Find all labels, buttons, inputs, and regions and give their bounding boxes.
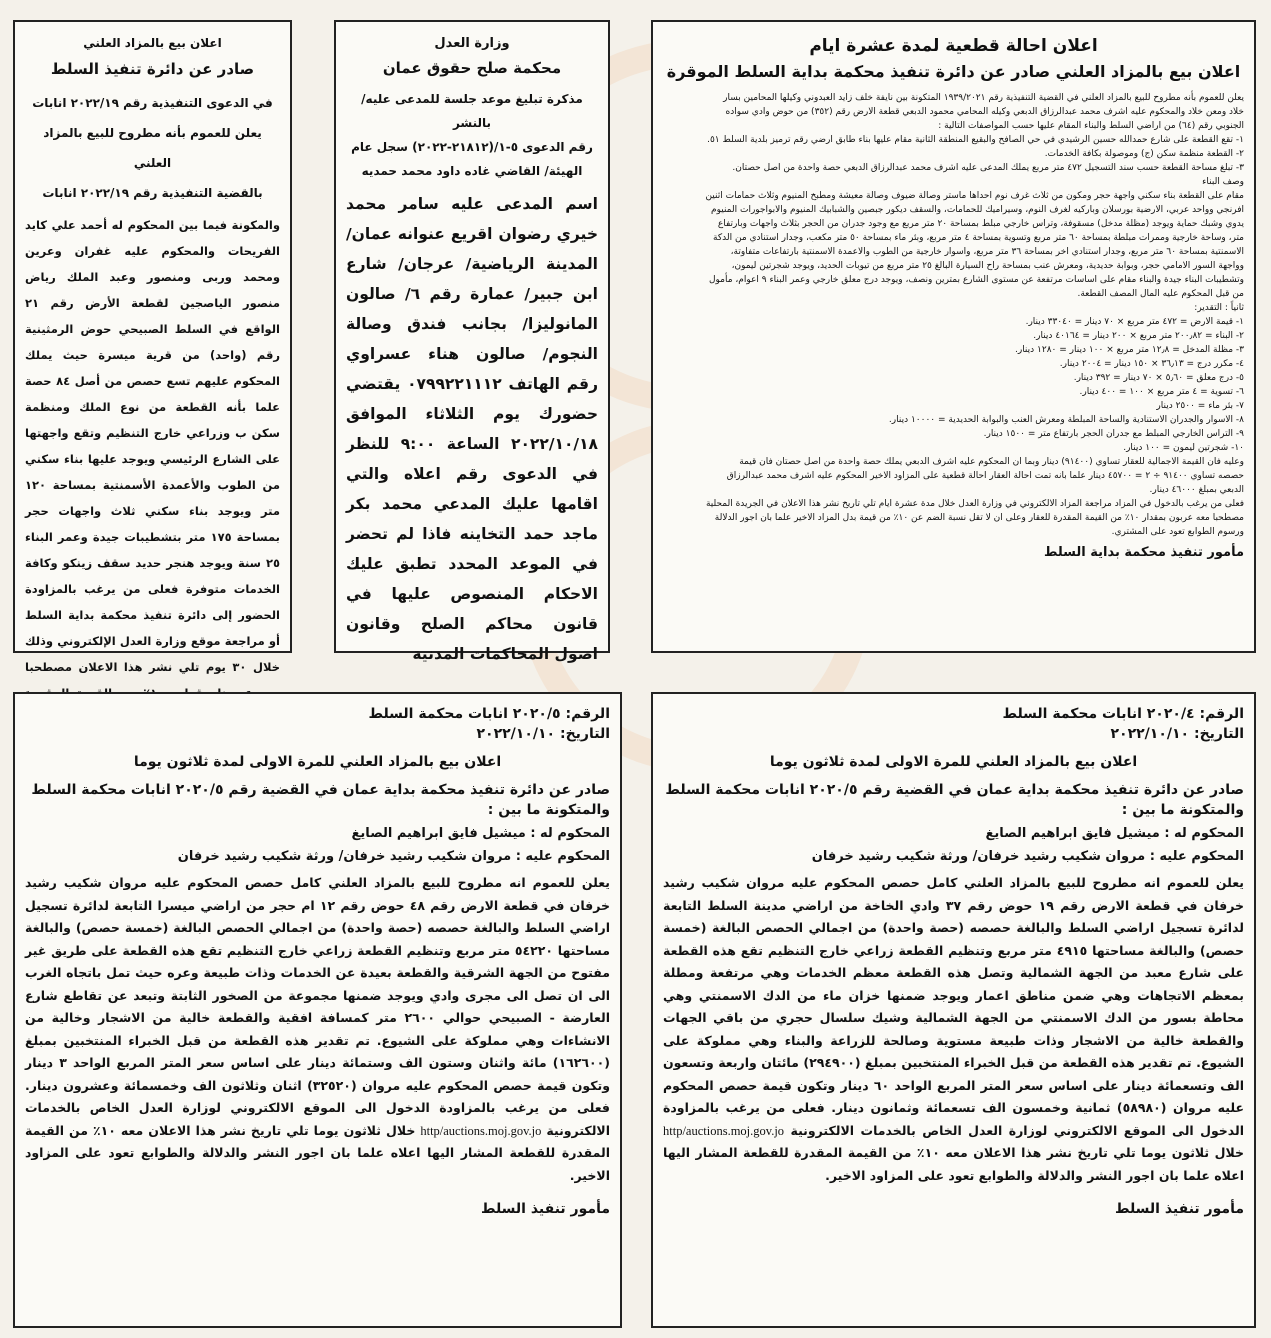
- ad1-line: ٢- البناء = ٢٠٠٫٨٢ متر مربع × ٢٠٠ دينار = ٤٠١٦٤ دينار.: [1033, 331, 1244, 341]
- ad4-reference: الرقم: ٢٠٢٠/٤ انابات محكمة السلط: [1002, 706, 1244, 722]
- ad1-line: افرنجي وواحد عربي، الارضية بورسلان وباركيه لغرف النوم، وسيراميك للحمامات، والسقف ديكور جبصين والشبابيك المنيوم والابواجورات المنيوم: [711, 205, 1244, 215]
- ad5-body: [25, 872, 610, 1187]
- ad4-signature: مأمور تنفيذ السلط: [1114, 1201, 1244, 1217]
- ad5-plaintiff: المحكوم له : ميشيل فايق ابراهيم الصايغ: [351, 826, 610, 841]
- ad1-line: ٤- مكرر درج = ٣٦٫١٣ × ١٥٠ دينار = ٢٠٠٤ دينار.: [1059, 359, 1244, 369]
- ad4-body: [663, 872, 1244, 1187]
- ad1-line: خلاد ومعن خلاد والمحكوم عليه اشرف محمد عبدالرزاق الدبعي وكيله المحامي محمود الدبعي قطعة الارض رقم (٣٥٢) من حوض وادي سواده: [725, 107, 1244, 117]
- ad1-line: مصطحبا معه عربون بمقدار ١٠٪ من القيمة المقدرة للعقار وعلى ان لا تقل نسبة الضم عن ١٠٪ من قيمة بدل المزاد الاخير علما بان اجور الدلالة: [714, 513, 1244, 523]
- ad4-defendant: المحكوم عليه : مروان شكيب رشيد خرفان/ ورثة شكيب رشيد خرفان: [811, 849, 1244, 864]
- ad1-line: يدوي وشبك حماية ويوجد (مظلة مدخل) مسقوفة، وتراس خارجي مبلط بمساحة ٢٠ متر مربع مع وجود جدران من الحجر بثلاث واجهات وبارتفاع: [717, 219, 1244, 229]
- ad5-reference: الرقم: ٢٠٢٠/٥ انابات محكمة السلط: [368, 706, 610, 722]
- ad5-signature: مأمور تنفيذ السلط: [480, 1201, 610, 1217]
- ad4-composed: والمتكونة ما بين :: [1121, 802, 1244, 818]
- ad1-line: ثانياً : التقدير:: [1194, 303, 1244, 313]
- ad1-line: ٢- القطعة منظمة سكن (ج) وموصولة بكافة الخدمات.: [1044, 149, 1244, 159]
- ad3-line-2: يعلن للعموم بأنه مطروح للبيع بالمزاد العلني: [43, 126, 262, 170]
- ad1-line: ورسوم الطوابع تعود على المشتري.: [1111, 527, 1244, 537]
- ad4-auction-link[interactable]: http/auctions.moj.gov.jo: [663, 1123, 785, 1138]
- ad1-line: الدبعي بمبلغ ٤٦٠٠٠ دينار.: [1149, 485, 1244, 495]
- ad5-auction-link[interactable]: http/auctions.moj.gov.jo: [420, 1123, 542, 1138]
- ad5-composed: والمتكونة ما بين :: [487, 802, 610, 818]
- ad1-line: ١٠- شجرتين ليمون = ١٠٠ دينار.: [1123, 443, 1244, 453]
- ad1-line: ٣- مظلة المدخل = ١٢٫٨ متر مربع × ١٠٠ دينار = ١٢٨٠ دينار.: [1014, 345, 1244, 355]
- ad1-line: ٨- الاسوار والجدران الاستنادية والساحة المبلطة ومعرش العنب والبوابة الحديدية = ١٠٠٠٠ دينار.: [888, 415, 1244, 425]
- ad1-line: ٣- تبلغ مساحة القطعة حسب سند التسجيل ٤٧٢ متر مربع يملك المدعى عليه اشرف محمد عبدالرزاق الدبعي حصة واحدة من اصل حصتان.: [732, 163, 1244, 173]
- ad4-heading: اعلان بيع بالمزاد العلني للمرة الاولى لمدة ثلاثون يوما: [769, 754, 1138, 770]
- ad1-line: وتشطيبات البناء جيدة والبناء مقام على اساسات مرتفعة عن مستوى الشارع بمترين ونصف، ويوجد درج معلق خارجي وعمر البناء ٩ اعوام، مأمول: [708, 275, 1244, 285]
- ad5-body-text-end: خلال ثلاثون يوما تلي تاريخ نشر هذا الاعلان معه ١٠٪ من القيمة المقدرة للقطعة المشار اليها اعلاه علما بان اجور النشر والدلالة والطوابع تعود على المزاود الاخير.: [25, 1122, 610, 1183]
- ad3-line-3: بالقضية التنفيذية رقم ٢٠٢٢/١٩ انابات: [42, 186, 263, 200]
- ad1-line: ٧- بئر ماء = ٢٥٠٠ دينار: [1156, 401, 1244, 411]
- ad2-court: محكمة صلح حقوق عمان: [382, 59, 562, 77]
- ad5-body-text: يعلن للعموم انه مطروح للبيع بالمزاد العلني كامل حصص المحكوم عليه مروان شكيب رشيد خرفان في قطعة الارض رقم ٤٨ حوض رقم ١٢ ام حجر من اراضي ميسرا التابعة لدائرة تسجيل اراضي السلط والبالغة حصصه (حصة واحدة) من اجمالي الحصص البالغة (خمسة حصص) والبالغة مساحتها ٥٤٢٢٠ متر مربع وتنظيم القطعة زراعي خارج التنظيم تقع هذه القطعة على طريق غير مفتوح من الجهة الشرقية والقطعة بعيدة عن الخدمات وذات طبيعة وعره حيث تمل باتجاه الغرب الى ان تصل الى مجرى وادي ويوجد ضمنها مجموعة من الصخور الثابتة وتبعد عن تقاطع شارع العارضة - الصبيحي حوالي ٢٦٠٠ متر كمسافة افقية والقطعة خالية من الاشجار وخالية من الانشاءات وهي مملوكة على الشيوع. تم تقدير هذه القطعة من قبل الخبراء المنتخبين بمبلغ (١٦٢٦٠٠) مائة واثنان وستون الف وستمائة دينار على اساس سعر المتر المربع الواحد ٣ دينار وتكون قيمة حصص المحكوم عليه مروان (٣٢٥٢٠) اثنان وثلاثون الف وخمسمائة وعشرون دينار. فعلى من يرغب بالمزاودة الدخول الى الموقع الالكتروني لوزارة العدل الخاص بالخدمات الالكترونية: [25, 875, 611, 1138]
- ad4-date: التاريخ: ٢٠٢٢/١٠/١٠: [1110, 726, 1244, 742]
- ad1-line: الاسمنتية بمساحة ٦٠ متر مربع، وجدار استنادي اخر بمساحة ٣٦ متر مربع، واسوار خارجية من الطوب والاعمدة الاسمنتية بارتفاعات متفاوتة،: [730, 247, 1244, 257]
- ad1-line: ٥- درج معلق = ٥٫٦٠ × ٧٠ دينار = ٣٩٢ دينار.: [1073, 373, 1244, 383]
- ad2-subtitle: مذكرة تبليغ موعد جلسة للمدعى عليه/ بالنشر: [361, 92, 583, 130]
- ad1-line: يعلن للعموم بأنه مطروح للبيع بالمزاد العلني في القضية التنفيذية رقم ١٩٣٩/٢٠٢١ المتكونة بين نايفة خلف زايد العبدوني وكيلها المحامين بسار: [723, 93, 1244, 103]
- ad1-body: [663, 91, 1244, 539]
- ad1-line: حصصه تساوي ٩١٤٠٠ ÷ ٢ = ٤٥٧٠٠ دينار علما بانه تمت احالة العقار احالة قطعية على المزاود الاخير المحكوم عليه اشرف محمد عبدالرزاق: [726, 471, 1244, 481]
- ad1-line: متر، وساحة خارجية وممرات مبلطة بمساحة ٦٠ متر مربع وتسوية بمساحة ٤ متر مربع، وبئر ماء بمساحة ٥٠ متر مكعب، وجدار استنادي من الدكة: [713, 233, 1244, 243]
- ad1-line: ١- تقع القطعة على شارع حمدالله حسين الرشيدي في حي الصافح والبقيع المنطقة الثانية مقام عليها بناء طابق ارضي رقم ترميز بلدية السلط ٥١.: [707, 135, 1244, 145]
- ad2-case-number: رقم الدعوى ٥-١/(٢١٨١٢-٢٠٢٢) سجل عام: [351, 140, 593, 154]
- ad1-signature: مأمور تنفيذ محكمة بداية السلط: [1043, 545, 1244, 560]
- ad1-line: مقام على القطعة بناء سكني واجهة حجر ومكون من ثلاث غرف نوم احداها ماستر وصالة ضيوف وصالة معيشة ومطبخ المنيوم وثلاث حمامات اثنين: [705, 191, 1244, 201]
- ad3-body: والمكونة فيما بين المحكوم له أحمد علي كايد الفريحات والمحكوم عليه غفران وعرين ومحمد وربى ومنصور وعبد الملك رياض منصور الياصجين لقطعة الأرض رقم ٢١ الواقع في السلط الصبيحي حوض الرمثينية رقم (واحد) من قرية ميسرة حيث يملك المحكوم عليهم تسع حصص من أصل ٨٤ حصة علما بأنه القطعة من نوع الملك ومنظمة سكن ب وزراعي خارج التنظيم وتقع واجهتها على الشارع الرئيسي ويوجد عليها بناء سكني من الطوب والأعمدة الأسمنتية بمساحة ١٢٠ متر ويوجد بناء سكني ثلاث واجهات حجر بمساحة ١٧٥ متر بتشطيبات جيدة وعمر البناء ٢٥ سنة ويوجد هنجر حديد سقف زينكو وكافة الخدمات متوفرة فعلى من يرغب بالمزاودة الحضور إلى دائرة تنفيذ محكمة بداية السلط أو مراجعة موقع وزارة العدل الإلكتروني وذلك خلال ٣٠ يوم تلي نشر هذا الاعلان مصطحبا: [25, 218, 280, 674]
- ad2-body: اسم المدعى عليه سامر محمد خيري رضوان اقريع عنوانه عمان/ المدينة الرياضية/ عرجان/ شارع ابن جبير/ عمارة رقم ٦/ صالون المانوليزا/ بجانب فندق وصالة النجوم/ صالون هناء عسراوي رقم الهاتف ٠٧٩٩٢٢١١١٢ يقتضي حضورك يوم الثلاثاء الموافق ٢٠٢٢/١٠/١٨ الساعة ٩:٠٠ للنظر في الدعوى رقم اعلاه والتي اقامها عليك المدعي محمد بكر ماجد حمد التخاينه فاذا لم تحضر في الموعد المحدد تطبق عليك الاحكام المنصوص عليها في قانون محاكم الصلح وقانون اصول المحاكمات المدنية: [346, 195, 599, 663]
- ad1-line: ٩- التراس الخارجي المبلط مع جدران الحجر بارتفاع متر = ١٥٠٠ دينار.: [983, 429, 1244, 439]
- ad-auction-case-4: [651, 692, 1256, 1328]
- ad-auction-case-5: [13, 692, 622, 1328]
- ad5-defendant: المحكوم عليه : مروان شكيب رشيد خرفان/ ورثة شكيب رشيد خرفان: [177, 849, 610, 864]
- ad3-line-1: في الدعوى التنفيذية رقم ٢٠٢٢/١٩ انابات: [32, 96, 273, 110]
- ad2-ministry: وزارة العدل: [434, 36, 510, 51]
- ad1-line: ٦- تسوية = ٤ متر مربع × ١٠٠ = ٤٠٠ دينار.: [1079, 387, 1244, 397]
- ad5-heading: اعلان بيع بالمزاد العلني للمرة الاولى لمدة ثلاثون يوما: [133, 754, 502, 770]
- ad1-line: وواجهة السور الامامي حجر، وبوابة حديدية، ومعرش عنب بمساحة راح السيارة البالغ ٢٥ متر مربع من تيوبات الحديد، ويوجد شجرتين ليمون،: [731, 261, 1244, 271]
- ad5-issuer: صادر عن دائرة تنفيذ محكمة بداية عمان في القضية رقم ٢٠٢٠/٥ انابات محكمة السلط: [31, 782, 610, 798]
- ad-final-award-salt: [651, 20, 1256, 653]
- ad4-body-text-end: خلال ثلاثون يوما تلي تاريخ نشر هذا الاعلان معه ١٠٪ من القيمة المقدرة للقطعة المشار اليها اعلاه علما بان اجور النشر والدلالة والطوابع تعود على المزاود الاخير.: [663, 1145, 1244, 1183]
- ad1-line: الجنوبي رقم (٦٤) من اراضي السلط والبناء المقام عليها حسب المواصفات التالية :: [938, 121, 1244, 131]
- ad4-plaintiff: المحكوم له : ميشيل فايق ابراهيم الصايغ: [985, 826, 1244, 841]
- ad1-line: فعلى من يرغب بالدخول في المزاد مراجعة المزاد الالكتروني في وزارة العدل خلال مدة عشرة ايام تلي تاريخ نشر هذا الاعلان في الجريدة المحلية: [705, 499, 1244, 509]
- ad3-title: صادر عن دائرة تنفيذ السلط: [50, 60, 255, 78]
- ad1-subtitle: اعلان بيع بالمزاد العلني صادر عن دائرة تنفيذ محكمة بداية السلط الموقرة: [666, 62, 1241, 81]
- ad1-title: اعلان احالة قطعية لمدة عشرة ايام: [809, 36, 1098, 56]
- ad1-line: وعليه فان القيمة الاجمالية للعقار تساوي (٩١٤٠٠) دينار وبما ان المحكوم عليه اشرف الدبعي يملك حصة واحدة من اصل حصتان فان قيمة: [739, 457, 1244, 467]
- ad1-line: وصف البناء: [1202, 177, 1244, 187]
- ad5-date: التاريخ: ٢٠٢٢/١٠/١٠: [476, 726, 610, 742]
- ad1-line: من قبل المحكوم عليه المال المصف القطعة.: [1077, 289, 1244, 299]
- ad1-line: ١- قيمة الارض = ٤٧٢ متر مربع × ٧٠ دينار = ٣٣٠٤٠ دينار.: [1025, 317, 1244, 327]
- ad-hearing-notice: [334, 20, 610, 663]
- ad3-header: اعلان بيع بالمزاد العلني: [83, 36, 222, 50]
- ad-auction-salt-execution: [13, 20, 292, 674]
- ad2-judge: الهيئة/ القاضي غاده داود محمد حمديه: [361, 164, 583, 178]
- ad4-issuer: صادر عن دائرة تنفيذ محكمة بداية عمان في القضية رقم ٢٠٢٠/٥ انابات محكمة السلط: [665, 782, 1244, 798]
- ad4-body-text: يعلن للعموم انه مطروح للبيع بالمزاد العلني كامل حصص المحكوم عليه مروان شكيب رشيد خرفان في قطعة الارض رقم ١٩ حوض رقم ٣٧ وادي الخاخة من اراضي مدينة السلط التابعة لدائرة تسجيل اراضي السلط والبالغة حصصه (حصة واحدة) من اجمالي الحصص البالغة (خمسة حصص) والبالغة مساحتها ٤٩١٥ متر مربع وتنظيم القطعة زراعي خارج التنظيم تقع هذه القطعة على شارع معبد من الجهة الشمالية وتصل هذه القطعة معظم الخدمات وهي مرتفعة ومطلة بمعظم الاتجاهات وهي ضمن مناطق اعمار ويوجد ضمنها خزان ماء من الدك الاسمنتي وهي محاطة بسور من الدك الاسمنتي من الجهة الشمالية وشيك سلسال حجري من باقي الجهات والقطعة خالية من الاشجار وذات طبيعة مستوية وصالحة للزراعة والبناء وهي مملوكة على الشيوع. تم تقدير هذه القطعة من قبل الخبراء المنتخبين بمبلغ (٢٩٤٩٠٠) مائتان واربعة وتسعون الف وتسعمائة دينار على اساس سعر المتر المربع الواحد ٦٠ دينار وتكون قيمة حصص المحكوم عليه مروان (٥٨٩٨٠) ثمانية وخمسون الف تسعمائة وثمانون دينار. فعلى من يرغب بالمزاودة الدخول الى الموقع الالكتروني لوزارة العدل الخاص بالخدمات الالكترونية: [663, 875, 1245, 1138]
